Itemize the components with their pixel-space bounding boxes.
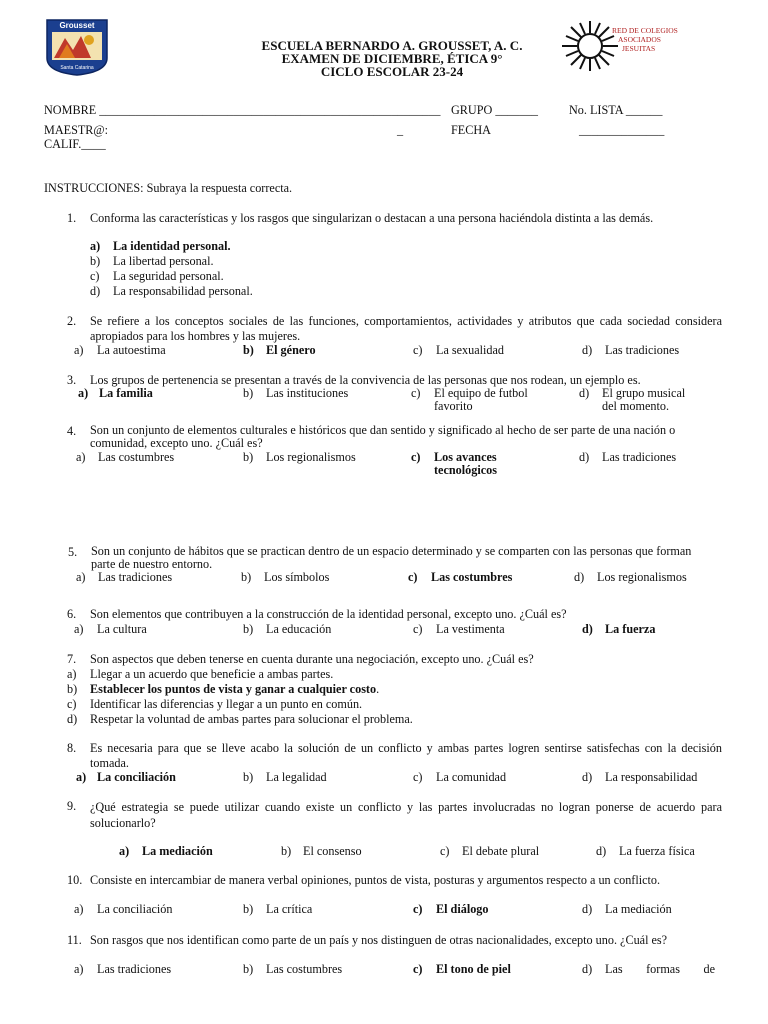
q7-option-a-letter[interactable]: a) xyxy=(67,667,77,681)
q3-option-a-letter[interactable]: a) xyxy=(78,386,89,400)
q1-option-c[interactable]: La seguridad personal. xyxy=(113,269,224,283)
q11-option-c-letter[interactable]: c) xyxy=(413,962,423,976)
q8-option-b[interactable]: La legalidad xyxy=(266,770,327,784)
q8-option-d[interactable]: La responsabilidad xyxy=(605,770,698,784)
q1-option-b-letter[interactable]: b) xyxy=(90,254,101,268)
q3-option-c-cont[interactable]: favorito xyxy=(434,399,473,413)
q6-number: 6. xyxy=(67,607,77,621)
q7-option-a[interactable]: Llegar a un acuerdo que beneficie a ambas partes. xyxy=(90,667,334,681)
q5-number: 5. xyxy=(68,545,78,559)
q2-option-c[interactable]: La sexualidad xyxy=(436,343,505,357)
q7-option-b[interactable]: Establecer los puntos de vista y ganar a cualquier costo. xyxy=(90,682,380,696)
grupo-field[interactable]: GRUPO _______ xyxy=(451,103,539,117)
q4-number: 4. xyxy=(67,424,77,438)
q1-option-d[interactable]: La responsabilidad personal. xyxy=(113,284,253,298)
q3-number: 3. xyxy=(67,373,77,387)
q10-option-d-letter[interactable]: d) xyxy=(582,902,593,916)
q11-number: 11. xyxy=(67,933,82,947)
q8-number: 8. xyxy=(67,741,77,755)
q5-option-b-letter[interactable]: b) xyxy=(241,570,252,584)
school-logo xyxy=(45,18,109,76)
calif-field[interactable]: CALIF.____ xyxy=(44,137,106,151)
q10-number: 10. xyxy=(67,873,83,887)
q9-option-c-letter[interactable]: c) xyxy=(440,844,450,858)
q10-option-b[interactable]: La crítica xyxy=(266,902,313,916)
q1-option-d-letter[interactable]: d) xyxy=(90,284,101,298)
q6-option-d[interactable]: La fuerza xyxy=(605,622,656,636)
exam-title: EXAMEN DE DICIEMBRE, ÉTICA 9° xyxy=(281,51,503,66)
q5-option-c[interactable]: Las costumbres xyxy=(431,570,513,584)
q4-text: Son un conjunto de elementos culturales e históricos que dan sentido y significado al hecho de ser parte de una nación o comunidad, excepto uno. ¿Cuál es? xyxy=(90,423,676,450)
q8-option-c[interactable]: La comunidad xyxy=(436,770,507,784)
q10-option-c-letter[interactable]: c) xyxy=(413,902,423,916)
q5-option-d[interactable]: Los regionalismos xyxy=(597,570,687,584)
school-name: ESCUELA BERNARDO A. GROUSSET, A. C. xyxy=(261,38,523,53)
q4-option-c-letter[interactable]: c) xyxy=(411,450,421,464)
fecha-label: FECHA xyxy=(451,123,491,137)
q2-text: Se refiere a los conceptos sociales de las funciones, comportamientos, actividades y atributos que cada sociedad considera apropiados para los hombres y las mujeres. xyxy=(90,314,722,343)
school-cycle: CICLO ESCOLAR 23-24 xyxy=(320,64,464,79)
q7-option-d[interactable]: Respetar la voluntad de ambas partes para solucionar el problema. xyxy=(90,712,413,726)
q2-option-d-letter[interactable]: d) xyxy=(582,343,593,357)
q3-option-b[interactable]: Las instituciones xyxy=(266,386,349,400)
jesuit-logo-line3: JESUITAS xyxy=(622,44,656,53)
q1-option-b[interactable]: La libertad personal. xyxy=(113,254,214,268)
q2-option-b-letter[interactable]: b) xyxy=(243,343,254,357)
q6-option-a-letter[interactable]: a) xyxy=(74,622,84,636)
q11-option-a-letter[interactable]: a) xyxy=(74,962,84,976)
q8-option-a[interactable]: La conciliación xyxy=(97,770,176,784)
q2-option-a[interactable]: La autoestima xyxy=(97,343,166,357)
q11-option-a[interactable]: Las tradiciones xyxy=(97,962,172,976)
q8-option-d-letter[interactable]: d) xyxy=(582,770,593,784)
q11-option-d-letter[interactable]: d) xyxy=(582,962,593,976)
school-logo-subtext: Santa Catarina xyxy=(60,65,94,71)
jesuit-logo-line2: ASOCIADOS xyxy=(618,35,661,44)
school-logo-text: Grousset xyxy=(59,21,95,30)
q9-option-c[interactable]: El debate plural xyxy=(462,844,540,858)
q2-option-a-letter[interactable]: a) xyxy=(74,343,84,357)
q5-option-d-letter[interactable]: d) xyxy=(574,570,585,584)
q5-option-a[interactable]: Las tradiciones xyxy=(98,570,173,584)
q7-option-b-text: Establecer los puntos de vista y ganar a cualquier costo xyxy=(90,682,377,696)
q11-text: Son rasgos que nos identifican como parte de un país y nos distinguen de otras nacionalidades, excepto uno. ¿Cuál es? xyxy=(90,933,668,947)
lista-field[interactable]: No. LISTA ______ xyxy=(569,103,663,117)
q10-text: Consiste en intercambiar de manera verbal opiniones, puntos de vista, posturas y argumentos respecto a un conflicto. xyxy=(90,873,661,887)
instructions: INSTRUCCIONES: Subraya la respuesta correcta. xyxy=(44,181,293,195)
q9-option-b[interactable]: El consenso xyxy=(303,844,362,858)
q9-option-b-letter[interactable]: b) xyxy=(281,844,292,858)
q10-option-d[interactable]: La mediación xyxy=(605,902,672,916)
q4-option-b[interactable]: Los regionalismos xyxy=(266,450,356,464)
q3-option-c-letter[interactable]: c) xyxy=(411,386,421,400)
q9-option-d[interactable]: La fuerza física xyxy=(619,844,695,858)
q8-option-b-letter[interactable]: b) xyxy=(243,770,254,784)
q3-option-b-letter[interactable]: b) xyxy=(243,386,254,400)
q3-text: Los grupos de pertenencia se presentan a través de la convivencia de las personas que nos rodean, un ejemplo es. xyxy=(90,373,641,387)
q3-option-d-letter[interactable]: d) xyxy=(579,386,590,400)
q2-option-c-letter[interactable]: c) xyxy=(413,343,423,357)
q10-option-a-letter[interactable]: a) xyxy=(74,902,84,916)
q2-number: 2. xyxy=(67,314,77,328)
q11-option-b[interactable]: Las costumbres xyxy=(266,962,343,976)
q8-option-a-letter[interactable]: a) xyxy=(76,770,87,784)
q6-option-a[interactable]: La cultura xyxy=(97,622,147,636)
q5-text: Son un conjunto de hábitos que se practican dentro de un espacio determinado y se comparten con las personas que forman parte de nuestro entorno. xyxy=(91,544,692,571)
q5-option-a-letter[interactable]: a) xyxy=(76,570,86,584)
q8-option-c-letter[interactable]: c) xyxy=(413,770,423,784)
q3-option-d-cont[interactable]: del momento. xyxy=(602,399,670,413)
q7-text: Son aspectos que deben tenerse en cuenta durante una negociación, excepto uno. ¿Cuál es? xyxy=(90,652,534,666)
q6-text: Son elementos que contribuyen a la construcción de la identidad personal, excepto uno. ¿Cuál es? xyxy=(90,607,567,621)
q6-option-d-letter[interactable]: d) xyxy=(582,622,593,636)
q3-option-d[interactable]: El grupo musical xyxy=(602,386,686,400)
q2-option-b[interactable]: El género xyxy=(266,343,316,357)
q9-option-a[interactable]: La mediación xyxy=(142,844,213,858)
q1-option-a[interactable]: La identidad personal. xyxy=(113,239,231,253)
q4-option-b-letter[interactable]: b) xyxy=(243,450,254,464)
q7-option-c[interactable]: Identificar las diferencias y llegar a un punto en común. xyxy=(90,697,363,711)
q11-option-c[interactable]: El tono de piel xyxy=(436,962,511,976)
q6-option-c-letter[interactable]: c) xyxy=(413,622,423,636)
q3-option-c[interactable]: El equipo de futbol xyxy=(434,386,528,400)
q6-option-b[interactable]: La educación xyxy=(266,622,332,636)
jesuit-network-logo xyxy=(560,20,705,72)
maestro-field[interactable]: _ xyxy=(397,123,404,137)
q9-text: ¿Qué estrategia se puede utilizar cuando existe un conflicto y las partes involucradas no logran ponerse de acuerdo para solucionarlo? xyxy=(90,800,722,830)
q1-text: Conforma las características y los rasgos que singularizan o destacan a una persona haciéndola distinta a las demás. xyxy=(90,211,654,225)
q5-option-b[interactable]: Los símbolos xyxy=(264,570,330,584)
q7-option-d-letter[interactable]: d) xyxy=(67,712,78,726)
q11-option-b-letter[interactable]: b) xyxy=(243,962,254,976)
fecha-field[interactable]: ______________ xyxy=(579,123,665,137)
q4-option-c-cont[interactable]: tecnológicos xyxy=(434,463,497,477)
q1-option-c-letter[interactable]: c) xyxy=(90,269,100,283)
q9-number: 9. xyxy=(67,799,77,813)
q4-option-d[interactable]: Las tradiciones xyxy=(602,450,677,464)
q6-option-b-letter[interactable]: b) xyxy=(243,622,254,636)
q8-text: Es necesaria para que se lleve acabo la solución de un conflicto y ambas partes logren sentirse satisfechas con la decisión tomada. xyxy=(90,741,722,770)
q2-option-d[interactable]: Las tradiciones xyxy=(605,343,680,357)
q1-number: 1. xyxy=(67,211,77,225)
q7-option-c-letter[interactable]: c) xyxy=(67,697,77,711)
q7-option-b-letter[interactable]: b) xyxy=(67,682,78,696)
q10-option-a[interactable]: La conciliación xyxy=(97,902,173,916)
q4-option-a[interactable]: Las costumbres xyxy=(98,450,175,464)
q10-option-b-letter[interactable]: b) xyxy=(243,902,254,916)
q9-option-a-letter[interactable]: a) xyxy=(119,844,130,858)
q3-option-a[interactable]: La familia xyxy=(99,386,153,400)
q10-option-c[interactable]: El diálogo xyxy=(436,902,489,916)
q4-option-c[interactable]: Los avances xyxy=(434,450,497,464)
maestro-label: MAESTR@: xyxy=(44,123,109,137)
q7-number: 7. xyxy=(67,652,77,666)
q6-option-c[interactable]: La vestimenta xyxy=(436,622,505,636)
q4-option-a-letter[interactable]: a) xyxy=(76,450,86,464)
nombre-field[interactable]: NOMBRE ________________________________________________________ xyxy=(44,103,441,117)
q9-option-d-letter[interactable]: d) xyxy=(596,844,607,858)
q1-option-a-letter[interactable]: a) xyxy=(90,239,101,253)
jesuit-logo-line1: RED DE COLEGIOS xyxy=(612,26,678,35)
q5-option-c-letter[interactable]: c) xyxy=(408,570,418,584)
q11-option-d[interactable]: Las formas de xyxy=(605,962,715,976)
q4-option-d-letter[interactable]: d) xyxy=(579,450,590,464)
